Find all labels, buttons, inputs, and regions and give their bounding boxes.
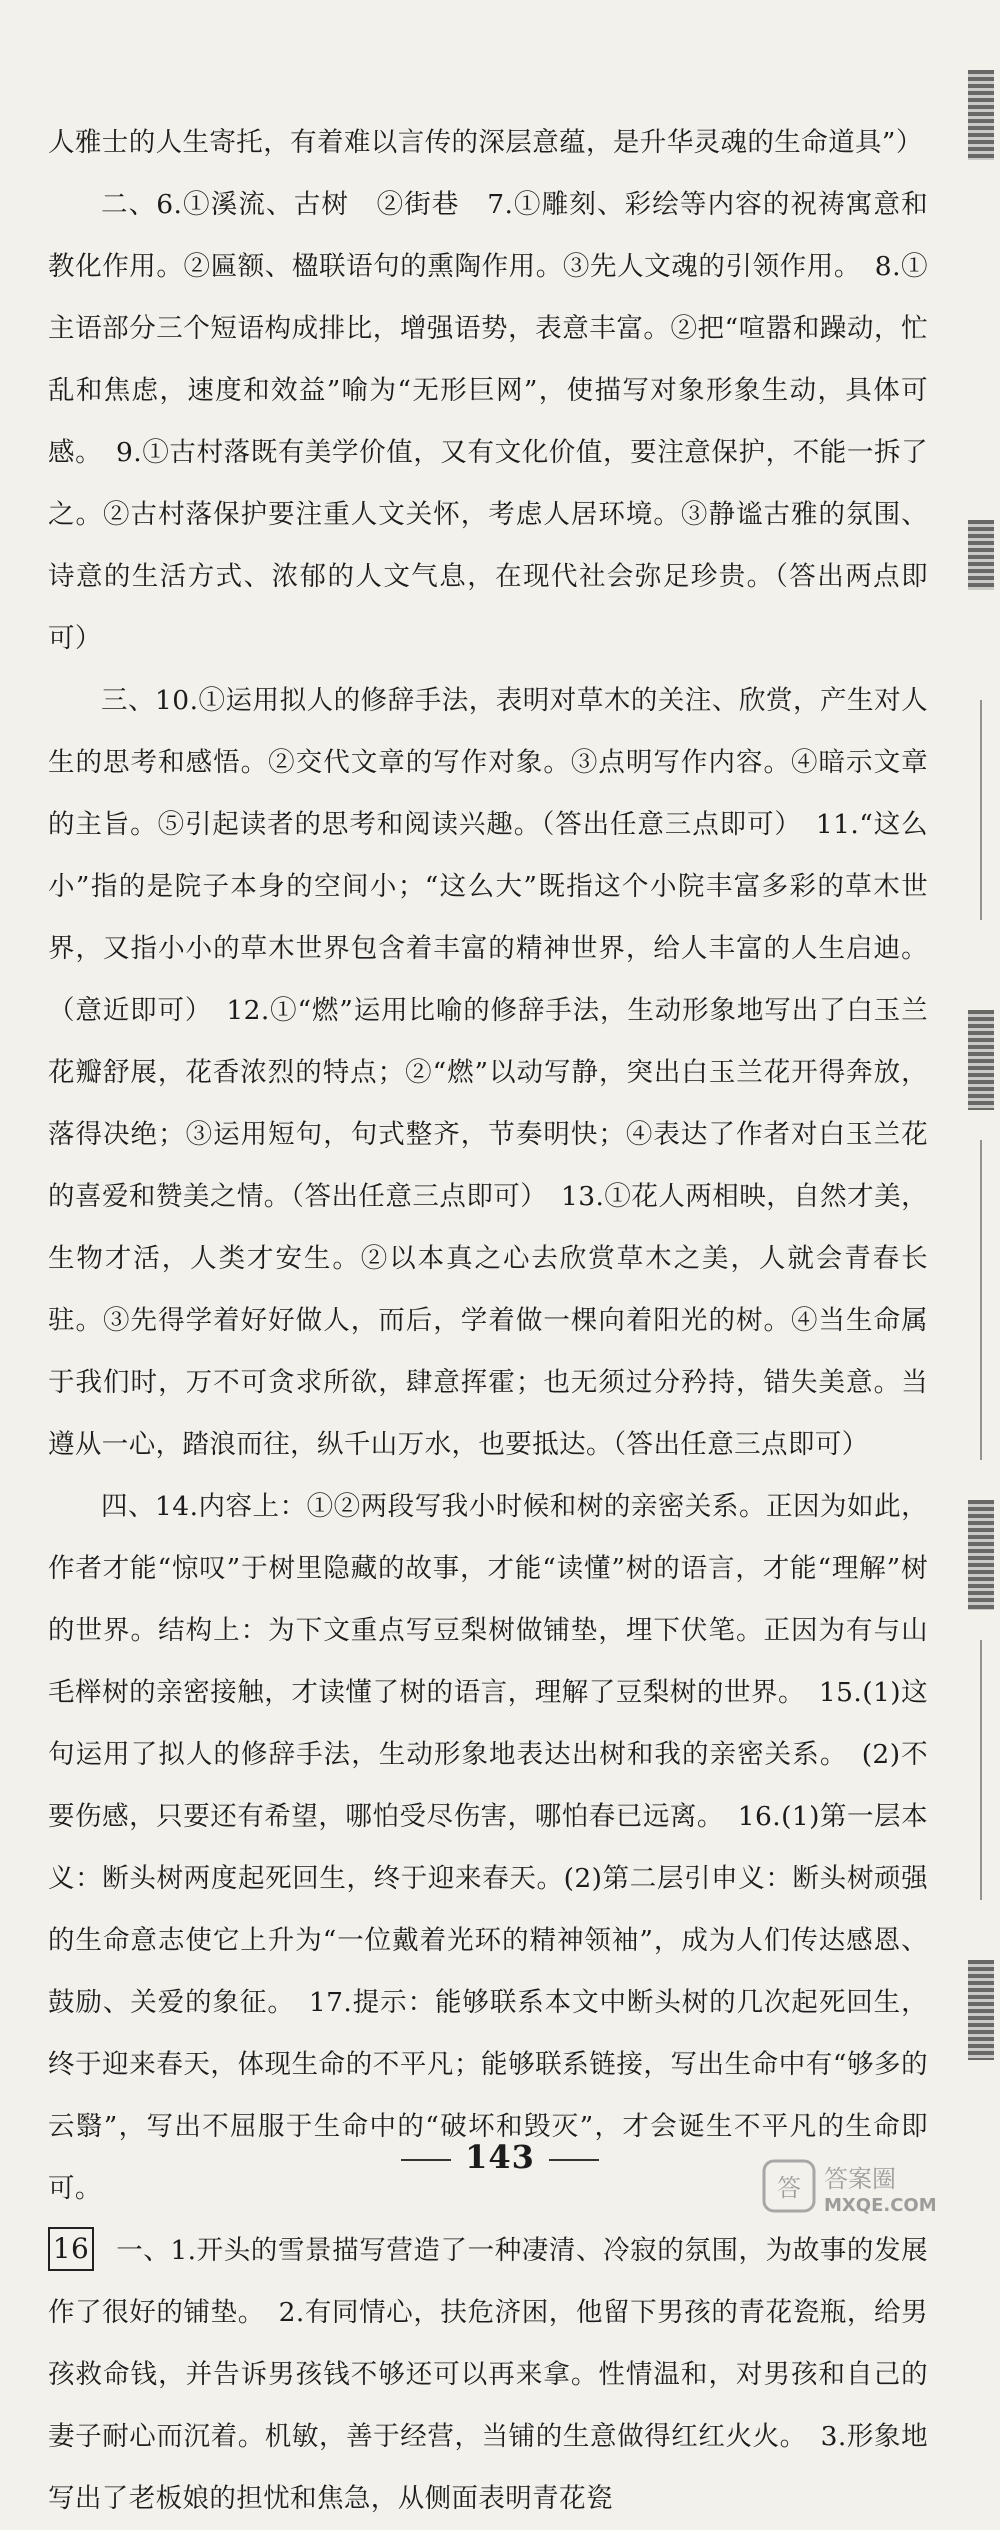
edge-print-mark <box>968 1960 994 2060</box>
edge-line <box>980 1640 982 1900</box>
lesson-number-box: 16 <box>48 2227 94 2271</box>
svg-text:答: 答 <box>777 2174 801 2202</box>
binding-edge-strip <box>960 0 1000 2229</box>
watermark-url: MXQE.COM <box>824 2195 937 2216</box>
paragraph-section-4: 四、14.内容上：①②两段写我小时候和树的亲密关系。正因为如此，作者才能“惊叹”于树里隐藏的故事，才能“读懂”树的语言，才能“理解”树的世界。结构上：为下文重点写豆梨树做铺垫，埋下伏笔。正因为有与山毛榉树的亲密接触，才读懂了树的语言，理解了豆梨树的世界。 15.(1)这句运用了拟人的修辞手法，生动形象地表达出树和我的亲密关系。 (2)不要伤感，只要还有希望，哪怕受尽伤害，哪怕春已远离。 16.(1)第一层本义：断头树两度起死回生，终于迎来春天。(2)第二层引申义：断头树顽强的生命意志使它上升为“一位戴着光环的精神领袖”，成为人们传达感恩、鼓励、关爱的象征。 17.提示：能够联系本文中断头树的几次起死回生，终于迎来春天，体现生命的不平凡；能够联系链接，写出生命中有“够多的云翳”，写出不屈服于生命中的“破坏和毁灭”，才会诞生不平凡的生命即可。 <box>48 1491 928 2204</box>
page-number-value: 143 <box>465 2138 535 2176</box>
page-number-dash-right <box>549 2159 599 2161</box>
edge-print-mark <box>968 1010 994 1110</box>
page-number-dash-left <box>401 2159 451 2161</box>
watermark-text: 答案圈 <box>824 2165 896 2193</box>
paragraph-continuation: 人雅士的人生寄托，有着难以言传的深层意蕴，是升华灵魂的生命道具”） <box>48 127 923 158</box>
edge-print-mark <box>968 520 994 590</box>
edge-print-mark <box>968 70 994 160</box>
edge-print-mark <box>968 1500 994 1610</box>
watermark-logo <box>762 2157 992 2217</box>
lesson-16-text: 一、1.开头的雪景描写营造了一种凄清、冷寂的氛围，为故事的发展作了很好的铺垫。 2.有同情心，扶危济困，他留下男孩的青花瓷瓶，给男孩救命钱，并告诉男孩钱不够还可以再来拿。性情温和，对男孩和自己的妻子耐心而沉着。机敏，善于经营，当铺的生意做得红红火火。 3.形象地写出了老板娘的担忧和焦急，从侧面表明青花瓷 <box>48 2235 928 2514</box>
edge-line <box>980 700 982 920</box>
edge-line <box>980 1140 982 1460</box>
paragraph-lesson-16 <box>48 2220 928 2530</box>
paragraph-section-3: 三、10.①运用拟人的修辞手法，表明对草木的关注、欣赏，产生对人生的思考和感悟。②交代文章的写作对象。③点明写作内容。④暗示文章的主旨。⑤引起读者的思考和阅读兴趣。（答出任意三点即可） 11.“这么小”指的是院子本身的空间小；“这么大”既指这个小院丰富多彩的草木世界，又指小小的草木世界包含着丰富的精神世界，给人丰富的人生启迪。（意近即可） 12.①“燃”运用比喻的修辞手法，生动形象地写出了白玉兰花瓣舒展，花香浓烈的特点；②“燃”以动写静，突出白玉兰花开得奔放，落得决绝；③运用短句，句式整齐，节奏明快；④表达了作者对白玉兰花的喜爱和赞美之情。（答出任意三点即可） 13.①花人两相映，自然才美，生物才活，人类才安生。②以本真之心去欣赏草木之美，人就会青春长驻。③先得学着好好做人，而后，学着做一棵向着阳光的树。④当生命属于我们时，万不可贪求所欲，肆意挥霍；也无须过分矜持，错失美意。当遵从一心，踏浪而往，纵千山万水，也要抵达。（答出任意三点即可） <box>48 685 928 1460</box>
paragraph-section-2: 二、6.①溪流、古树 ②街巷 7.①雕刻、彩绘等内容的祝祷寓意和教化作用。②匾额、楹联语句的熏陶作用。③先人文魂的引领作用。 8.①主语部分三个短语构成排比，增强语势，表意丰富。②把“喧嚣和躁动，忙乱和焦虑，速度和效益”喻为“无形巨网”，使描写对象形象生动，具体可感。 9.①古村落既有美学价值，又有文化价值，要注意保护，不能一拆了之。②古村落保护要注重人文关怀，考虑人居环境。③静谧古雅的氛围、诗意的生活方式、浓郁的人文气息，在现代社会弥足珍贵。（答出两点即可） <box>48 189 928 654</box>
